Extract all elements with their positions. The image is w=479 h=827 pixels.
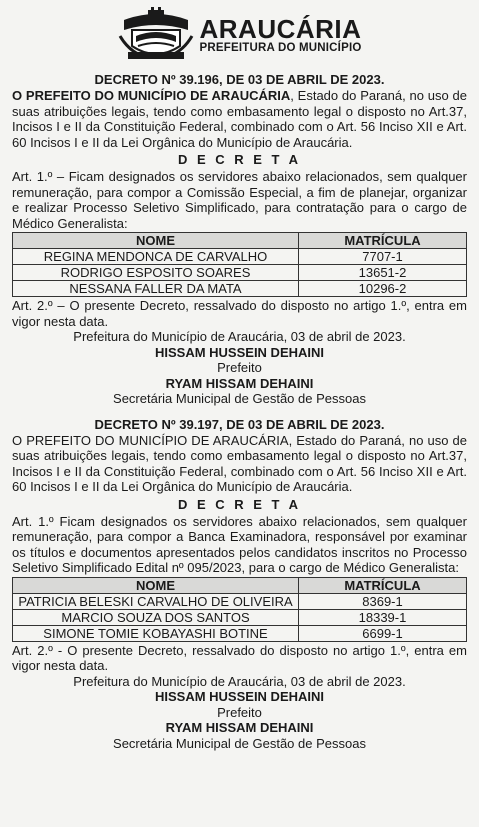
servants-table <box>12 577 467 642</box>
signer-mayor: HISSAM HUSSEIN DEHAINI <box>154 689 325 704</box>
cell-name: MARCIO SOUZA DOS SANTOS <box>13 609 299 625</box>
article-2: Art. 2.º – O presente Decreto, ressalvado do disposto no artigo 1.º, entra em vigor nesta data. <box>12 298 467 329</box>
brand-subtitle: PREFEITURA DO MUNICÍPIO <box>199 41 362 54</box>
column-header-id: MATRÍCULA <box>299 233 467 249</box>
cell-id: 7707-1 <box>299 249 467 265</box>
column-header-name: NOME <box>13 577 299 593</box>
table-row <box>13 249 467 265</box>
table-row <box>13 609 467 625</box>
signer-secretary-role: Secretária Municipal de Gestão de Pessoas <box>113 391 366 406</box>
cell-id: 6699-1 <box>299 625 467 641</box>
decree-section <box>12 72 467 407</box>
article-1: Art. 1.º Ficam designados os servidores abaixo relacionados, sem qualquer remuneração, para compor a Banca Examinadora, responsável por examinar os títulos e documentos apresentados pelos candidatos inscritos no Processo Seletivo Simplificado Edital nº 095/2023, para o cargo de Médico Generalista: <box>12 513 467 575</box>
table-row <box>13 281 467 297</box>
signer-mayor: HISSAM HUSSEIN DEHAINI <box>154 344 325 360</box>
table-header-row <box>13 233 467 249</box>
decree-title: DECRETO Nº 39.196, DE 03 DE ABRIL DE 2023. <box>94 72 385 87</box>
cell-id: 10296-2 <box>299 281 467 297</box>
table-row <box>13 593 467 609</box>
brand-name: ARAUCÁRIA <box>199 13 362 44</box>
signer-mayor-role: Prefeito <box>217 360 262 375</box>
section-spacer <box>12 407 467 417</box>
cell-name: RODRIGO ESPOSITO SOARES <box>13 265 299 281</box>
cell-name: SIMONE TOMIE KOBAYASHI BOTINE <box>13 625 299 641</box>
place-date: Prefeitura do Município de Araucária, 03 de abril de 2023. <box>73 329 406 344</box>
table-header-row <box>13 577 467 593</box>
decree-intro-bold: O PREFEITO DO MUNICÍPIO DE ARAUCÁRIA <box>12 88 291 103</box>
decree-intro-text: , Estado do Paraná, no uso de suas atribuições legais, tendo como embasamento legal o disposto no Art.37, Incisos I e II da Constituição Federal, combinado com o Art. 56 Inciso XII e Art. 60 Incisos I e II da Lei Orgânica do Município de Araucária. <box>12 88 467 150</box>
decreta-heading: D E C R E T A <box>177 496 302 512</box>
decree-title: DECRETO Nº 39.197, DE 03 DE ABRIL DE 2023. <box>94 416 385 432</box>
column-header-name: NOME <box>13 233 299 249</box>
cell-id: 13651-2 <box>299 265 467 281</box>
cell-name: PATRICIA BELESKI CARVALHO DE OLIVEIRA <box>13 593 299 609</box>
decree-intro <box>12 88 467 150</box>
table-row <box>13 265 467 281</box>
signer-mayor-role: Prefeito <box>217 704 262 720</box>
decree-section <box>12 417 467 752</box>
servants-table <box>12 232 467 297</box>
article-2: Art. 2.º - O presente Decreto, ressalvado do disposto no artigo 1.º, entra em vigor nesta data. <box>12 642 467 673</box>
decree-intro <box>12 433 467 495</box>
cell-name: NESSANA FALLER DA MATA <box>13 281 299 297</box>
cell-id: 18339-1 <box>299 609 467 625</box>
signer-secretary-role: Secretária Municipal de Gestão de Pessoas <box>113 735 366 751</box>
araucaria-coat-of-arms-logo <box>118 6 194 64</box>
brand-block <box>199 13 362 55</box>
decreta-heading: D E C R E T A <box>177 152 302 167</box>
signer-secretary: RYAM HISSAM DEHAINI <box>165 720 314 735</box>
masthead <box>12 4 467 66</box>
article-1: Art. 1.º – Ficam designados os servidores abaixo relacionados, sem qualquer remuneração, para compor a Comissão Especial, a fim de planejar, organizar e realizar Processo Seletivo Simplificado, para contratação para o cargo de Médico Generalista: <box>12 169 467 231</box>
signer-secretary: RYAM HISSAM DEHAINI <box>165 375 314 391</box>
place-date: Prefeitura do Município de Araucária, 03 de abril de 2023. <box>73 673 406 689</box>
decree-intro-text: O PREFEITO DO MUNICÍPIO DE ARAUCÁRIA, Estado do Paraná, no uso de suas atribuições legais, tendo como embasamento legal o disposto no Art.37, Incisos I e II da Constituição Federal, combinado com o Art. 56 Inciso XII e Art. 60 Incisos I e II da Lei Orgânica do Município de Araucária. <box>12 432 467 494</box>
table-row <box>13 625 467 641</box>
column-header-id: MATRÍCULA <box>299 577 467 593</box>
cell-name: REGINA MENDONCA DE CARVALHO <box>13 249 299 265</box>
cell-id: 8369-1 <box>299 593 467 609</box>
